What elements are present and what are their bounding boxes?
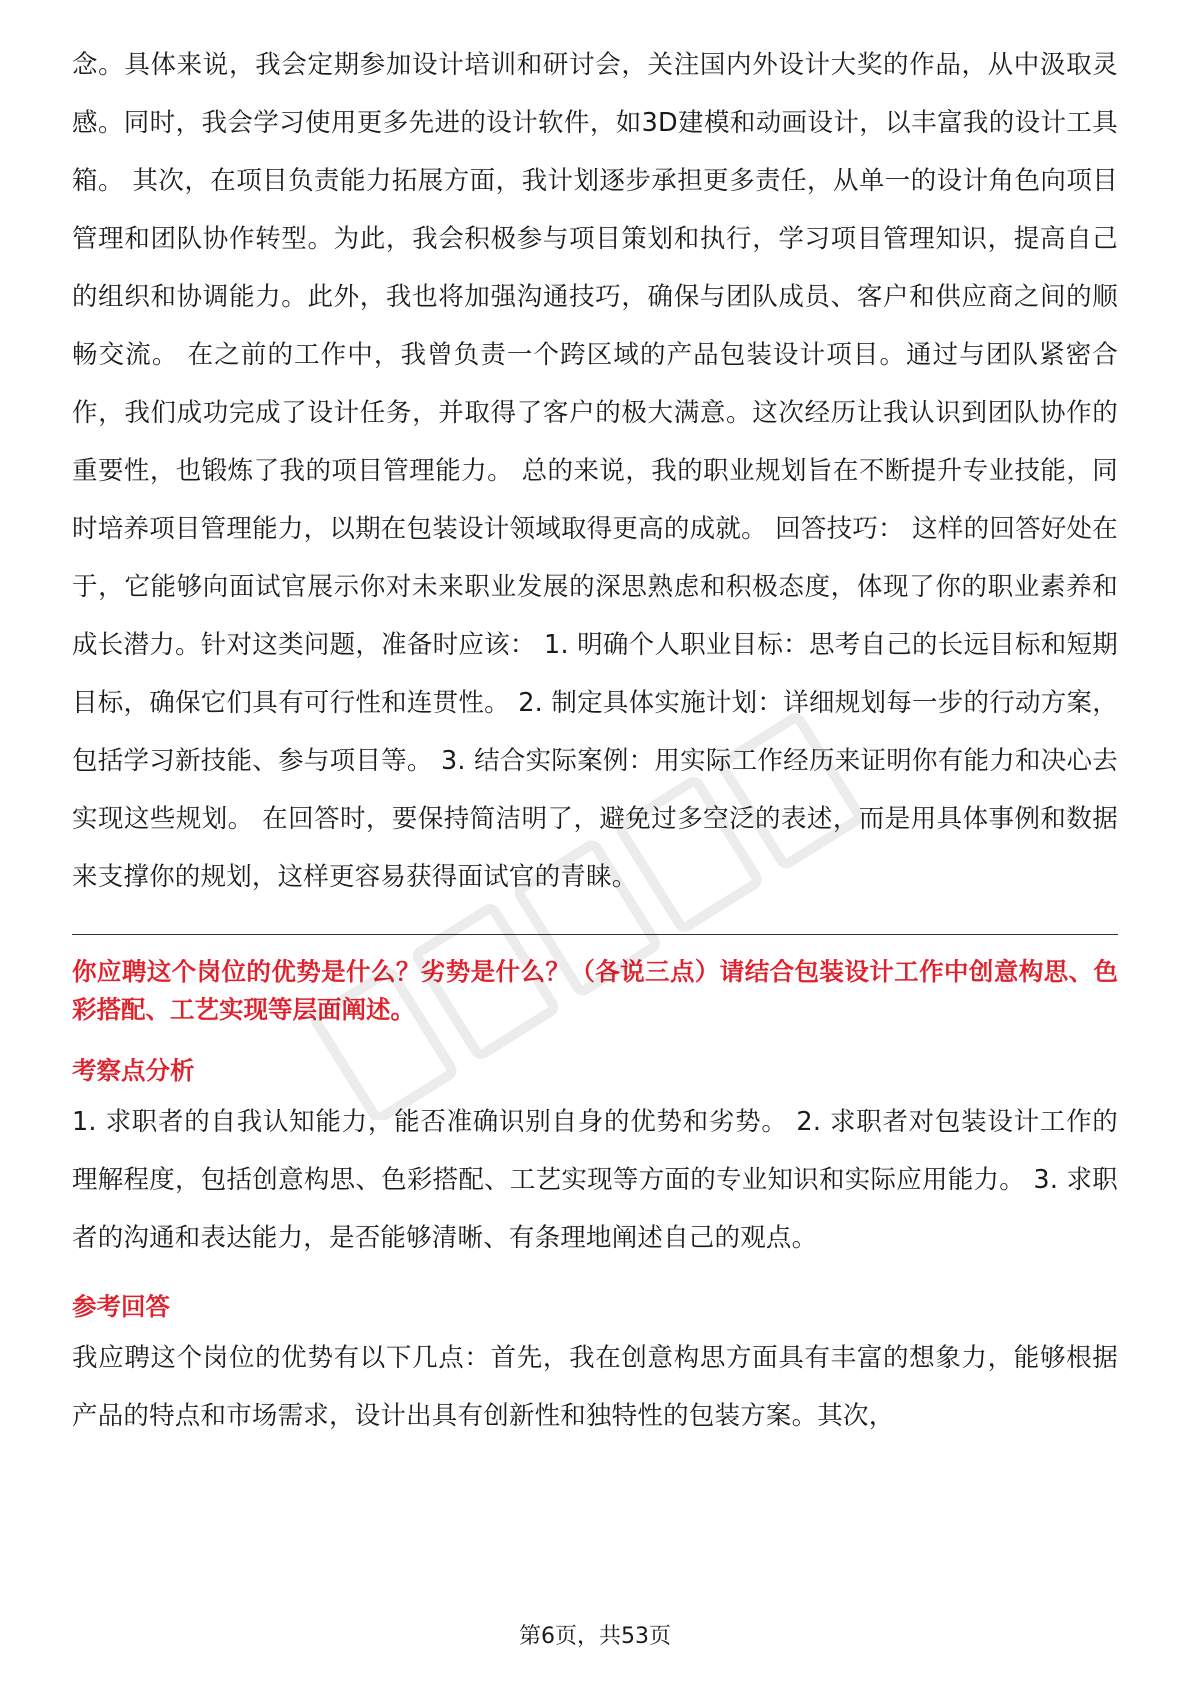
continued-answer-paragraph: 念。具体来说，我会定期参加设计培训和研讨会，关注国内外设计大奖的作品，从中汲取灵感。同时，我会学习使用更多先进的设计软件，如3D建模和动画设计，以丰富我的设计工具箱。 其次，在项目负责能力拓展方面，我计划逐步承担更多责任，从单一的设计角色向项目管理和团队协作转型。为此，我会积极参与项目策划和执行，学习项目管理知识，提高自己的组织和协调能力。此外，我也将加强沟通技巧，确保与团队成员、客户和供应商之间的顺畅交流。 在之前的工作中，我曾负责一个跨区域的产品包装设计项目。通过与团队紧密合作，我们成功完成了设计任务，并取得了客户的极大满意。这次经历让我认识到团队协作的重要性，也锻炼了我的项目管理能力。 总的来说，我的职业规划旨在不断提升专业技能，同时培养项目管理能力，以期在包装设计领域取得更高的成就。 回答技巧： 这样的回答好处在于，它能够向面试官展示你对未来职业发展的深思熟虑和积极态度，体现了你的职业素养和成长潜力。针对这类问题，准备时应该： 1. 明确个人职业目标：思考自己的长远目标和短期目标，确保它们具有可行性和连贯性。 2. 制定具体实施计划：详细规划每一步的行动方案，包括学习新技能、参与项目等。 3. 结合实际案例：用实际工作经历来证明你有能力和决心去实现这些规划。 在回答时，要保持简洁明了，避免过多空泛的表述，而是用具体事例和数据来支撑你的规划，这样更容易获得面试官的青睐。 — [72, 50, 1118, 892]
reference-answer-paragraph: 我应聘这个岗位的优势有以下几点：首先，我在创意构思方面具有丰富的想象力，能够根据产品的特点和市场需求，设计出具有创新性和独特性的包装方案。其次， — [72, 1343, 1118, 1431]
question-title: 你应聘这个岗位的优势是什么？劣势是什么？（各说三点）请结合包装设计工作中创意构思、色彩搭配、工艺实现等层面阐述。 — [72, 957, 1118, 1024]
analysis-heading: 考察点分析 — [72, 1056, 195, 1085]
reference-answer-heading: 参考回答 — [72, 1292, 170, 1321]
page-content — [72, 36, 1118, 1445]
page-number-footer: 第6页，共53页 — [519, 1624, 671, 1649]
section-divider — [72, 934, 1118, 935]
analysis-paragraph: 1. 求职者的自我认知能力，能否准确识别自身的优势和劣势。 2. 求职者对包装设计工作的理解程度，包括创意构思、色彩搭配、工艺实现等方面的专业知识和实际应用能力。 3. 求职者的沟通和表达能力，是否能够清晰、有条理地阐述自己的观点。 — [72, 1107, 1118, 1253]
